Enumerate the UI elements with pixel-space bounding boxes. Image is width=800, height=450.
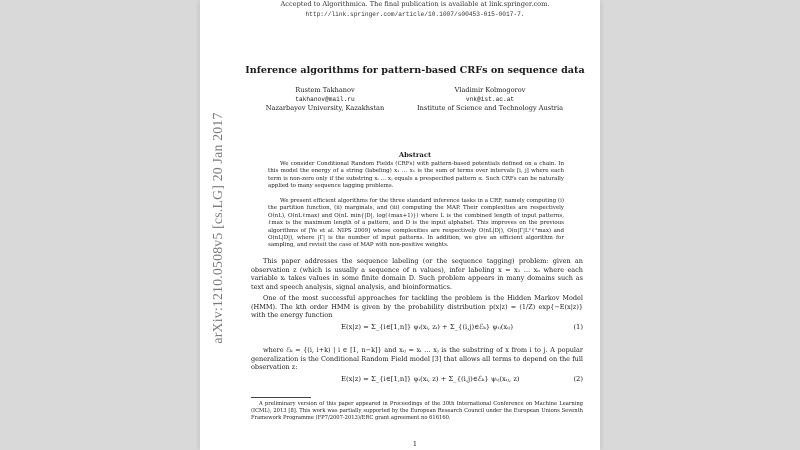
author-affiliation: Nazarbayev University, Kazakhstan (265, 104, 385, 112)
footnote-rule (251, 397, 311, 398)
author-name: Rustem Takhanov (295, 86, 355, 94)
body-paragraph-2: One of the most successful approaches for tackling the problem is the Hidden Markov Model (HMM). The kth order HMM is given by the probability distribution p(x|z) = (1/Z) exp{−E(x|z)} with the energy function (251, 294, 583, 320)
abstract-paragraph-2: We present efficient algorithms for the three standard inference tasks in a CRF, namely computing (i) the partition function, (ii) marginals, and (iii) computing the MAP. Their complexities are respectively O(nL), O(nLℓmax) and O(nL min{|D|, log(ℓmax+1)}) where L is the combined length of input patterns, ℓmax is the maximum length of a pattern, and D is the input alphabet. This improves on the previous algorithms of [Ye et al. NIPS 2009] whose complexities are respectively O(nL|D|), O(n|Γ|L²ℓ²max) and O(nL|D|), where |Γ| is the number of input patterns. In addition, we give an efficient algorithm for sampling, and revisit the case of MAP with non-positive weights. (268, 198, 564, 249)
paper-title: Inference algorithms for pattern-based CRFs on sequence data (245, 65, 585, 76)
author-block-1 (255, 86, 395, 113)
author-block-2 (410, 86, 570, 113)
equation-expression: E(x|z) = Σ_{i∈[1,n]} ψᵢ(xᵢ, zᵢ) + Σ_{(i,j)∈ℰₖ} ψᵢⱼ(xᵢⱼ) (341, 323, 514, 331)
footnote: A preliminary version of this paper appeared in Proceedings of the 30th International Conference on Machine Learning (ICML), 2013 [8]. This work was partially supported by the European Research Council under the European Unions Seventh Framework Programme (FP7/2007-2013)/ERC grant agreement no 616160. (251, 401, 583, 421)
arxiv-identifier-stamp: arXiv:1210.0508v5 [cs.LG] 20 Jan 2017 (210, 112, 225, 344)
author-email: vnk@ist.ac.at (465, 96, 515, 103)
equation-number: (1) (573, 323, 583, 331)
author-affiliation: Institute of Science and Technology Austria (417, 104, 563, 112)
body-paragraph-3: where ℰₖ = {(i, i+k) | i ∈ [1, n−k]} and xᵢⱼ = xᵢ … xⱼ is the substring of x from i to j. A popular generalization is the Conditional Random Field model [3] that allows all terms to depend on the full observation z: (251, 346, 583, 372)
equation-number: (2) (573, 375, 583, 383)
publication-url: http://link.springer.com/article/10.1007/s00453-015-0017-7. (305, 11, 525, 18)
page-number: 1 (412, 440, 418, 448)
abstract-paragraph-1: We consider Conditional Random Fields (CRFs) with pattern-based potentials defined on a chain. In this model the energy of a string (labeling) x₁ … xₙ is the sum of terms over intervals [i, j] where each term is non-zero only if the substring xᵢ … xⱼ equals a prespecified pattern α. Such CRFs can be naturally applied to many sequence tagging problems. (268, 161, 564, 190)
abstract-heading: Abstract (398, 151, 432, 159)
publication-note: Accepted to Algorithmica. The final publication is available at link.springer.com. (280, 0, 550, 8)
author-email: takhanov@mail.ru (295, 96, 355, 103)
equation-expression: E(x|z) = Σ_{i∈[1,n]} ψᵢ(xᵢ, z) + Σ_{(i,j)∈ℰₖ} ψᵢⱼ(xᵢⱼ, z) (341, 375, 520, 383)
author-name: Vladimir Kolmogorov (454, 86, 526, 94)
body-paragraph-1: This paper addresses the sequence labeling (or the sequence tagging) problem: given an observation z (which is usually a sequence of n values), infer labeling x = x₁ … xₙ where each variable xᵢ takes values in some finite domain D. Such problem appears in many domains such as text and speech analysis, signal analysis, and bioinformatics. (251, 257, 583, 291)
